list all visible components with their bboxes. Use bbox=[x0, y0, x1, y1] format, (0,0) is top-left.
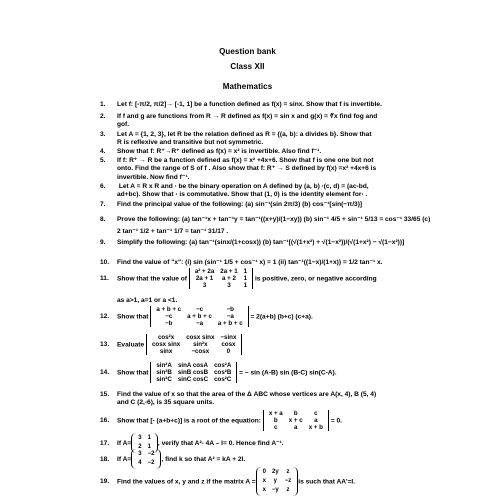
question-text: Show that bbox=[117, 369, 149, 377]
matrix-cell: y bbox=[273, 478, 277, 484]
question-text: Evaluate bbox=[117, 341, 145, 349]
matrix-cell: −2 bbox=[147, 451, 155, 457]
question-text: Simplify the following: (a) tan⁻¹(sinx/(1+cosx)) (b) tan⁻¹[(√(1+x²) + √(1−x²))/(√(1+x²) − √(1−x²))] bbox=[117, 239, 405, 246]
question-text: gof. bbox=[117, 121, 130, 129]
question-18 bbox=[100, 449, 488, 469]
question-13 bbox=[100, 334, 488, 355]
matrix-cell: 0 bbox=[262, 469, 266, 475]
question-14 bbox=[100, 362, 488, 383]
det-cell: cosx sinx bbox=[151, 341, 181, 348]
question-text: onto. Find the range of S of f . Also show that f: R⁺ → S defined by f(x) =x² +4x+6 is bbox=[117, 165, 377, 173]
question-text: Find the principal value of the following: (a) sin⁻¹(sin 2π/3) (b) cos⁻¹[sin(−π/3)] bbox=[117, 201, 363, 208]
det-cell: cosx bbox=[221, 341, 236, 348]
question-text: R is reflexive and transitive but not symmetric. bbox=[117, 139, 264, 147]
question-5 bbox=[100, 157, 488, 182]
det-cell: −a bbox=[226, 313, 234, 320]
det-cell: a + b + c bbox=[187, 313, 212, 320]
det-cell: 1 bbox=[243, 268, 248, 275]
question-number: 13. bbox=[100, 341, 110, 349]
question-text: Show that [- (a+b+c)] is a root of the equation: bbox=[117, 417, 261, 425]
question-text: = 0. bbox=[330, 417, 342, 425]
question-number: 3. bbox=[100, 131, 106, 138]
question-text: , verify that A²- 4A – I= 0. Hence find A⁻¹. bbox=[157, 439, 284, 447]
matrix-cell: −z bbox=[284, 478, 292, 484]
det-cell: sin²A bbox=[156, 362, 172, 369]
question-number: 15. bbox=[100, 391, 110, 398]
question-text: Let A = {1, 2, 3}, let R be the relation defined as R = {(a, b): a divides b}. Show that bbox=[117, 131, 372, 138]
question-text: Show that bbox=[117, 313, 149, 321]
det-cell: 0 bbox=[226, 348, 231, 355]
question-number: 17. bbox=[100, 439, 110, 447]
matrix-cell: z bbox=[286, 487, 290, 493]
determinant-q14 bbox=[150, 362, 237, 383]
question-2 bbox=[100, 113, 488, 130]
question-16 bbox=[100, 410, 488, 431]
det-cell: a + b + c bbox=[156, 306, 182, 313]
matrix-cell: z bbox=[286, 469, 290, 475]
question-text: Find the value of "x": (i) sin (sin⁻¹ 1/5 + cos⁻¹ x) = 1 (ii) tan⁻¹((1−x)/(1+x)) = 1/2 tan⁻¹ x. bbox=[117, 259, 383, 266]
det-cell: a + b + c bbox=[217, 320, 243, 327]
det-cell: x + c bbox=[288, 417, 303, 424]
det-cell: sin²x bbox=[193, 341, 208, 348]
det-cell: sinC cosC bbox=[177, 376, 209, 383]
det-cell: sinx bbox=[159, 348, 173, 355]
question-11-cont bbox=[100, 297, 488, 305]
question-text: as a>1, a=1 or a <1. bbox=[117, 297, 178, 304]
question-text: = − sin (A-B) sin (B-C) sin(C-A). bbox=[239, 369, 337, 377]
question-number: 11. bbox=[100, 275, 109, 283]
question-15 bbox=[100, 391, 488, 408]
det-cell: sinB cosB bbox=[177, 369, 209, 376]
det-cell: 2a + 1 bbox=[220, 268, 238, 275]
question-19 bbox=[100, 467, 488, 496]
question-text: Let A = R x R and ⋅ be the binary operation on A defined by (a, b) ⋅(c, d) = (ac-bd, bbox=[117, 183, 369, 190]
matrix-cell: 1 bbox=[147, 435, 151, 441]
det-cell: sinA cosA bbox=[177, 362, 208, 369]
matrix-cell: 3 bbox=[138, 451, 142, 457]
question-number: 18. bbox=[100, 455, 110, 463]
subject-label: Mathematics bbox=[222, 82, 273, 91]
det-cell: a bbox=[293, 424, 298, 431]
question-9 bbox=[100, 239, 488, 247]
question-number: 6. bbox=[100, 183, 106, 190]
det-cell: a bbox=[314, 417, 318, 424]
matrix-cell: 2 bbox=[138, 444, 142, 450]
question-text: 2 tan⁻¹ 1/2 + tan⁻¹ 1/7 = tan⁻¹ 31/17 . bbox=[117, 228, 229, 236]
matrix-cell: x bbox=[262, 487, 266, 493]
question-number: 8. bbox=[100, 216, 106, 223]
question-3 bbox=[100, 131, 488, 148]
question-number: 16. bbox=[100, 417, 110, 425]
matrix-q18 bbox=[131, 449, 161, 469]
question-text: If A= bbox=[117, 439, 132, 447]
det-cell: a + 2 bbox=[221, 275, 236, 282]
determinant-q13 bbox=[146, 334, 242, 355]
question-text: ad+bc). Show that ⋅ is commutative. Show that (1, 0) is the identity element for⋅ . bbox=[117, 191, 368, 199]
question-text: Let f: [-π/2, π/2]→ [-1, 1] be a function defined as f(x) = sinx. Show that f is invertible. bbox=[117, 101, 382, 108]
det-cell: x + a bbox=[268, 410, 283, 417]
det-cell: 1 bbox=[243, 275, 248, 282]
question-number: 5. bbox=[100, 157, 106, 164]
det-cell: cosx sinx bbox=[186, 334, 215, 341]
question-text: Find the values of x, y and z if the matrix A = bbox=[117, 478, 256, 486]
matrix-cell: 1 bbox=[147, 444, 151, 450]
matrix-cell: 4 bbox=[138, 460, 142, 466]
question-text: If f and g are functions from R → R defined as f(x) = sin x and g(x) = ∛x find fog and bbox=[117, 113, 378, 120]
det-cell: −sinx bbox=[220, 334, 237, 341]
det-cell: cos²A bbox=[214, 362, 232, 369]
question-10 bbox=[100, 259, 488, 267]
det-cell: −a bbox=[195, 320, 204, 327]
doc-title: Question bank bbox=[219, 47, 276, 56]
det-cell: 2a + 1 bbox=[195, 275, 214, 282]
det-cell: 3 bbox=[227, 282, 231, 289]
question-number: 2. bbox=[100, 113, 106, 120]
question-text: and C (2,-6), is 35 square units. bbox=[117, 399, 215, 407]
question-number: 10. bbox=[100, 259, 110, 266]
det-cell: 1 bbox=[243, 282, 248, 289]
matrix-cell: 2y bbox=[271, 469, 279, 475]
det-cell: cos²x bbox=[157, 334, 175, 341]
det-cell: x + b bbox=[308, 424, 323, 431]
det-cell: c bbox=[274, 424, 278, 431]
question-number: 19. bbox=[100, 478, 110, 486]
question-text: If f: R⁺ → R be a function defined as f(x) = x² +4x+6. Show that f is one one but not bbox=[117, 157, 374, 164]
question-text: Show that the value of bbox=[117, 275, 187, 283]
question-12 bbox=[100, 306, 488, 327]
question-text: , find k so that A² = kA + 2I. bbox=[161, 455, 246, 463]
det-cell: sin²C bbox=[156, 376, 172, 383]
question-1 bbox=[100, 101, 488, 109]
question-4 bbox=[100, 148, 488, 156]
question-number: 7. bbox=[100, 201, 106, 208]
question-number: 4. bbox=[100, 148, 106, 155]
question-7 bbox=[100, 201, 488, 209]
question-text: is such that AA'=I. bbox=[298, 478, 356, 486]
question-text: = 2(a+b) (b+c) (c+a). bbox=[250, 313, 313, 321]
det-cell: −c bbox=[195, 306, 204, 313]
det-cell: 3 bbox=[202, 282, 207, 289]
matrix-cell: 3 bbox=[138, 435, 142, 441]
question-8 bbox=[100, 216, 488, 237]
matrix-cell: −y bbox=[271, 487, 279, 493]
det-cell: a² + 2a bbox=[194, 268, 215, 275]
det-cell: cos²C bbox=[214, 376, 232, 383]
class-label: Class XII bbox=[230, 62, 265, 71]
question-text: Prove the following: (a) tan⁻¹x + tan⁻¹y = tan⁻¹((x+y)/(1−xy)) (b) sin⁻¹ 4/5 + sin⁻¹ 5/13 = cos⁻¹ 33/65 (c) bbox=[117, 216, 431, 223]
question-number: 1. bbox=[100, 101, 106, 108]
det-cell: −c bbox=[165, 313, 173, 320]
det-cell: sin²B bbox=[156, 369, 172, 376]
det-cell: −b bbox=[226, 306, 234, 313]
question-text: Show that f: R⁺→R⁺ defined as f(x) = x² is invertible. Also find f⁻¹. bbox=[117, 148, 322, 155]
matrix-cell: x bbox=[262, 478, 266, 484]
question-11 bbox=[100, 268, 488, 289]
det-cell: b bbox=[273, 417, 278, 424]
question-text: If A= bbox=[117, 455, 132, 463]
question-number: 14. bbox=[100, 369, 110, 377]
det-cell: −b bbox=[165, 320, 173, 327]
question-number: 9. bbox=[100, 239, 106, 246]
det-cell: c bbox=[314, 410, 318, 417]
determinant-q12 bbox=[150, 306, 248, 327]
matrix-q19 bbox=[256, 467, 299, 496]
matrix-cell: −2 bbox=[147, 460, 155, 466]
det-cell: b bbox=[293, 410, 298, 417]
question-text: invertible. Now find f⁻¹. bbox=[117, 173, 190, 181]
question-number: 12. bbox=[100, 313, 110, 321]
det-cell: −cosx bbox=[191, 348, 210, 355]
determinant-q11 bbox=[189, 268, 253, 289]
question-6 bbox=[100, 183, 488, 200]
determinant-q16 bbox=[263, 410, 329, 431]
det-cell: cos²B bbox=[214, 369, 232, 376]
question-text: is positive, zero, or negative according bbox=[254, 275, 377, 283]
question-text: Find the value of x so that the area of the Δ ABC whose vertices are A(x, 4), B (5, 4) bbox=[117, 391, 377, 398]
